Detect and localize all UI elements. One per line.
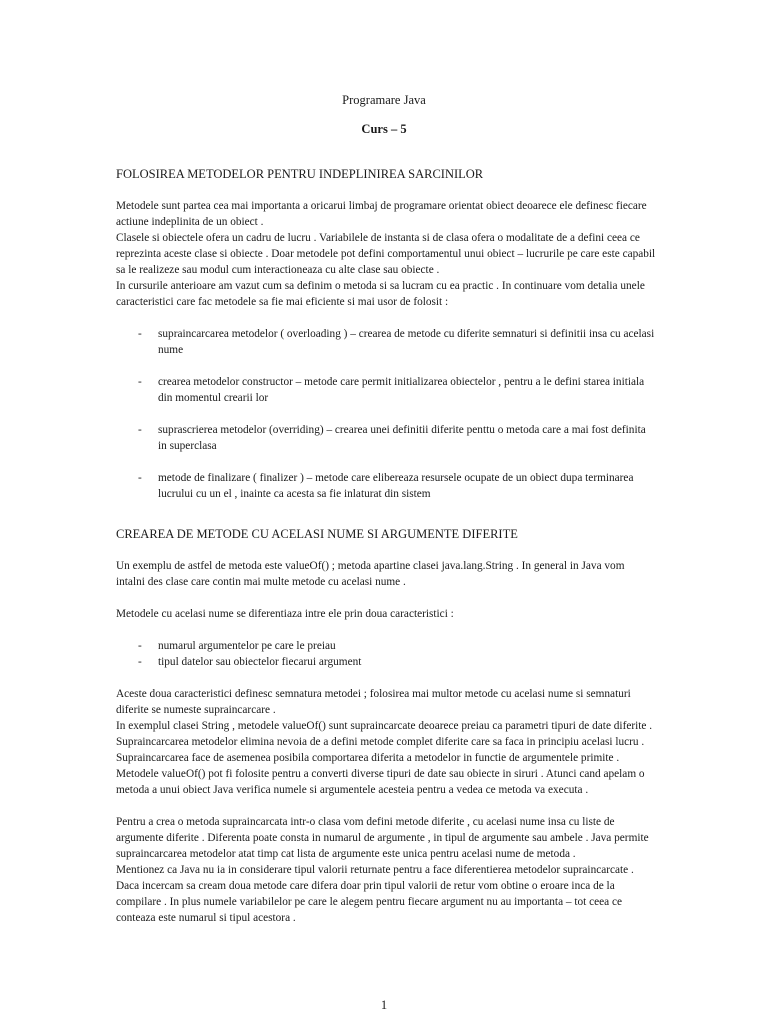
document-body (116, 166, 656, 926)
list-item-text: tipul datelor sau obiectelor fiecarui argument (158, 656, 362, 668)
list-item (116, 470, 656, 502)
list-item-text: suprascrierea metodelor (overriding) – crearea unei definitii diferite penttu o metoda care a mai fost definita in superclasa (158, 424, 646, 452)
paragraph: Un exemplu de astfel de metoda este valueOf() ; metoda apartine clasei java.lang.String . In general in Java vom intalni des clase care contin mai multe metode cu acelasi nume . (116, 560, 625, 588)
list-item-text: crearea metodelor constructor – metode care permit initializarea obiectelor , pentru a le defini starea initiala din momentul crearii lor (158, 376, 645, 404)
paragraph: Pentru a crea o metoda supraincarcata intr-o clasa vom defini metode diferite , cu acelasi nume insa cu liste de argumente diferite . Diferenta poate consta in numarul de argumente , in tipul de argumente sau ambele . Java permite supraincarcarea metodelor atat timp cat lista de argumente este unica pentru acelasi nume de metoda . (116, 816, 649, 860)
list-item-text: metode de finalizare ( finalizer ) – metode care elibereaza resursele ocupate de un obiect dupa terminarea lucrului cu un el , inainte ca acesta sa fie inlaturat din sistem (158, 472, 634, 500)
document-title: Programare Java (342, 93, 426, 107)
page-number: 1 (380, 998, 388, 1012)
dash-bullet: - (138, 472, 142, 484)
dash-bullet: - (138, 376, 142, 388)
method-features-list (116, 326, 656, 502)
dash-bullet: - (138, 328, 142, 340)
paragraph: Metodele valueOf() pot fi folosite pentru a converti diverse tipuri de date sau obiecte in siruri . Atunci cand apelam o metoda a unui obiect Java verifica numele si argumentele acesteia pentru a vedea ce metoda va executa . (116, 768, 645, 796)
list-spacer (116, 454, 656, 470)
course-title: Curs – 5 (361, 122, 407, 136)
dash-bullet: - (138, 424, 142, 436)
dash-bullet: - (138, 640, 142, 652)
section-heading-overloading: CREAREA DE METODE CU ACELASI NUME SI ARGUMENTE DIFERITE (116, 527, 518, 541)
paragraph: Metodele sunt partea cea mai importanta a oricarui limbaj de programare orientat obiect deoarece ele definesc fiecare actiune indeplinita de un obiect . (116, 200, 647, 228)
list-item-text: numarul argumentelor pe care le preiau (158, 640, 336, 652)
paragraph: Aceste doua caracteristici definesc semnatura metodei ; folosirea mai multor metode cu acelasi nume si semnaturi diferite se numeste supraincarcare . (116, 688, 631, 716)
paragraph: Mentionez ca Java nu ia in considerare tipul valorii returnate pentru a face diferentierea metodelor supraincarcate . Daca incercam sa cream doua metode care difera doar prin tipul valorii de retur vom obtine o eroare inca de la compilare . In plus numele variabilelor pe care le alegem pentru fiecare argument nu au importanta – tot ceea ce conteaza este numarul si tipul acestora . (116, 864, 634, 924)
list-item (116, 654, 656, 670)
list-spacer (116, 406, 656, 422)
list-item (116, 638, 656, 654)
paragraph: Supraincarcarea metodelor elimina nevoia de a defini metode complet diferite care sa faca in principiu acelasi lucru . Supraincarcarea face de asemenea posibila comportarea diferita a metodelor in functie de argumentele primite . (116, 736, 645, 764)
paragraph: Metodele cu acelasi nume se diferentiaza intre ele prin doua caracteristici : (116, 608, 454, 620)
list-item (116, 374, 656, 406)
section-heading-methods: FOLOSIREA METODELOR PENTRU INDEPLINIREA SARCINILOR (116, 167, 484, 181)
signature-features-list (116, 638, 656, 670)
list-item (116, 422, 656, 454)
list-item (116, 326, 656, 358)
paragraph: Clasele si obiectele ofera un cadru de lucru . Variabilele de instanta si de clasa ofera o modalitate de a defini ceea ce reprezinta aceste clase si obiecte . Doar metodele pot defini comportamentul unui obiect – lucrurile pe care este capabil sa le realizeze sau modul cum interactioneaza cu alte clase sau obiecte . (116, 232, 656, 276)
paragraph: In exemplul clasei String , metodele valueOf() sunt supraincarcate deoarece preiau ca parametri tipuri de date diferite . (116, 720, 653, 732)
paragraph: In cursurile anterioare am vazut cum sa definim o metoda si sa lucram cu ea practic . In continuare vom detalia unele caracteristici care fac metodele sa fie mai eficiente si mai usor de folosit : (116, 280, 645, 308)
dash-bullet: - (138, 656, 142, 668)
list-item-text: supraincarcarea metodelor ( overloading ) – crearea de metode cu diferite semnaturi si definitii insa cu acelasi nume (158, 328, 655, 356)
list-spacer (116, 358, 656, 374)
